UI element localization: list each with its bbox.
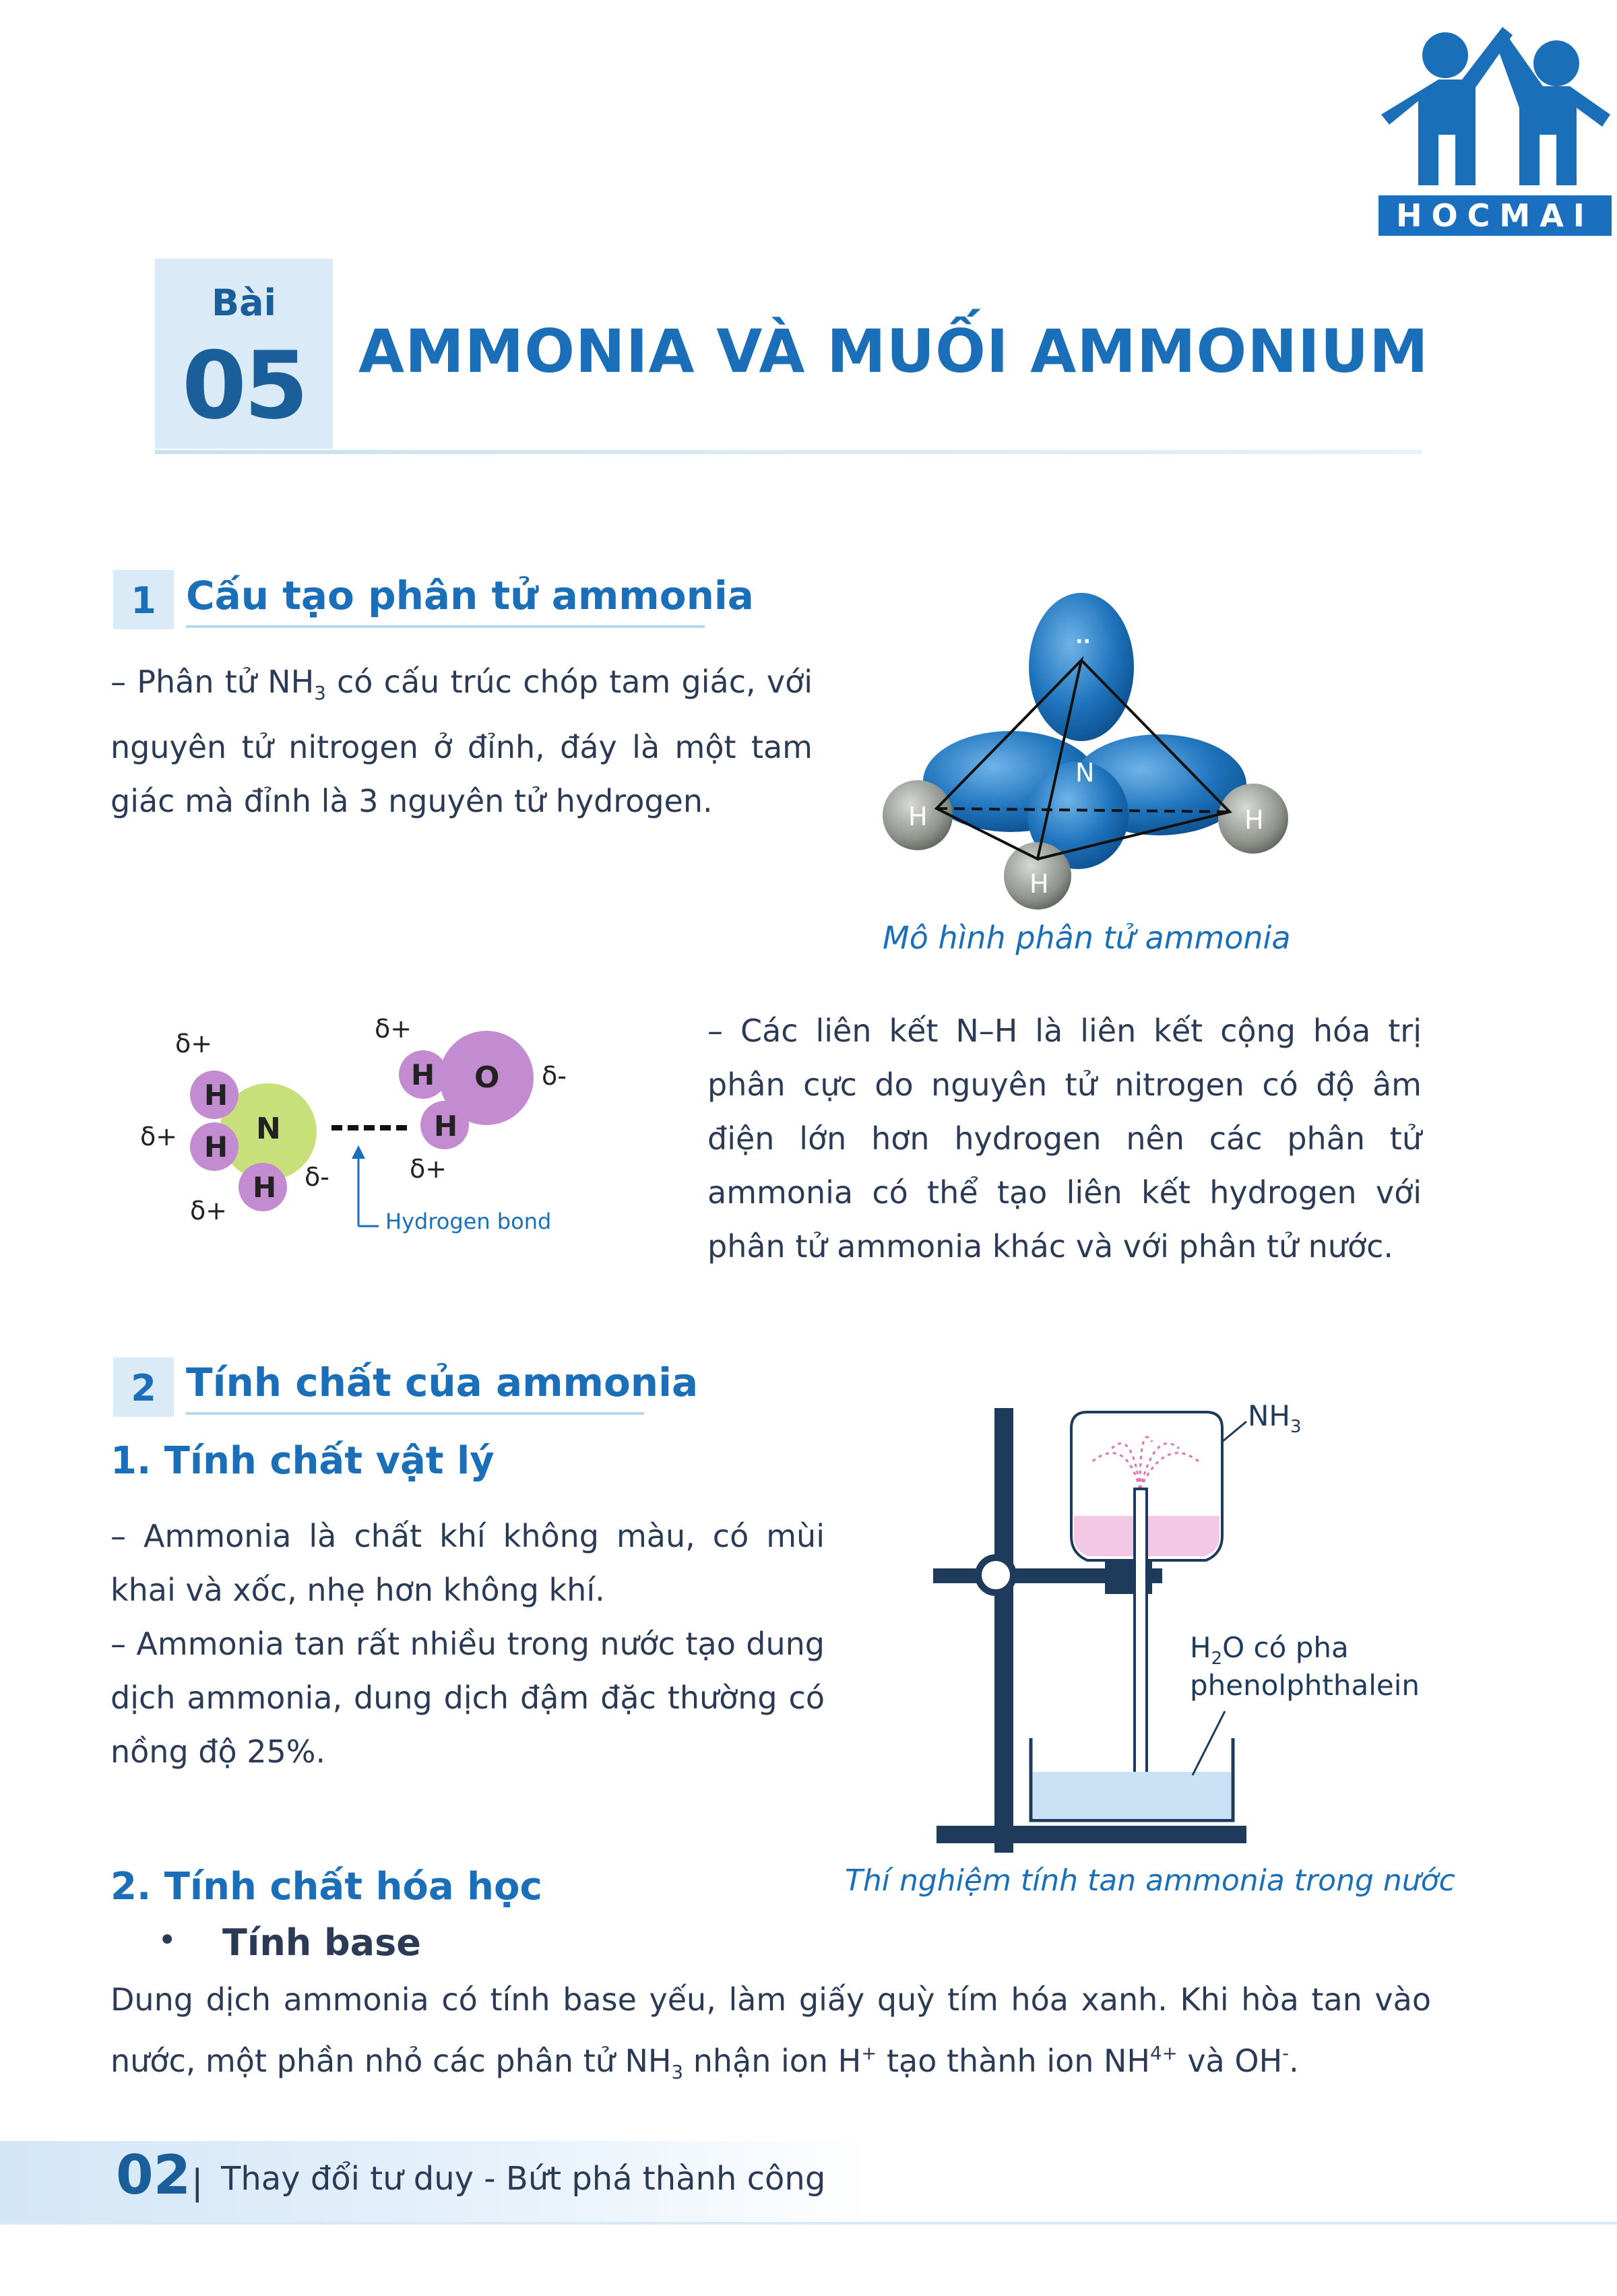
fountain-experiment-diagram xyxy=(923,1395,1435,1853)
svg-text:H: H xyxy=(434,1110,458,1143)
physical-properties-heading: 1. Tính chất vật lý xyxy=(110,1439,495,1483)
section-2-title: Tính chất của ammonia xyxy=(186,1360,699,1405)
logo-text: HOCMAI xyxy=(1378,195,1612,236)
model-h-label-left: H xyxy=(908,802,928,831)
ammonia-molecule-model xyxy=(876,593,1307,916)
model-h-label-bottom: H xyxy=(1029,869,1049,899)
bullet-icon: • xyxy=(158,1921,177,1959)
section-1-paragraph-2: – Các liên kết N–H là liên kết cộng hóa trị phân cực do nguyên tử nitrogen có độ âm điện lớn hơn hydrogen nên các phân tử ammonia có thể tạo liên kết hydrogen với phân tử ammonia khác và với phân tử nước. xyxy=(707,1013,1422,1265)
svg-text:H: H xyxy=(204,1079,228,1112)
section-1-number: 1 xyxy=(113,570,174,629)
physical-paragraph-2: – Ammonia tan rất nhiều trong nước tạo dung dịch ammonia, dung dịch đậm đặc thường có nồng độ 25%. xyxy=(110,1626,825,1770)
hocmai-logo xyxy=(1374,13,1617,243)
footer-slogan: Thay đổi tư duy - Bứt phá thành công xyxy=(221,2160,826,2198)
lesson-number: 05 xyxy=(181,331,307,440)
svg-text:δ-: δ- xyxy=(305,1162,329,1192)
svg-text:H: H xyxy=(411,1058,435,1091)
hydrogen-bond-diagram xyxy=(135,1004,593,1246)
page-number: 02 xyxy=(116,2144,191,2206)
lesson-label: Bài xyxy=(211,282,277,324)
svg-text:δ+: δ+ xyxy=(375,1014,412,1044)
svg-text:δ+: δ+ xyxy=(190,1196,228,1225)
svg-text:δ-: δ- xyxy=(542,1061,567,1091)
svg-text:H2O có pha: $H_2O$ có pha xyxy=(1190,1631,1349,1669)
indicator-label: phenolphthalein xyxy=(1190,1669,1420,1702)
model-n-label: N xyxy=(1075,758,1095,788)
chemical-paragraph: Dung dịch ammonia có tính base yếu, làm giấy quỳ tím hóa xanh. Khi hòa tan vào nước, một phần nhỏ các phân tử $NH_3$ nhận ion H+ tạo thành ion $NH^{4+}$ và OH-. xyxy=(110,1981,1431,2083)
title-divider xyxy=(155,450,1422,454)
chemical-properties-heading: 2. Tính chất hóa học xyxy=(110,1865,542,1909)
lesson-number-box xyxy=(155,259,333,449)
svg-text:δ+: δ+ xyxy=(140,1122,178,1151)
svg-text:NH3: $NH_3$ xyxy=(1248,1399,1302,1437)
section-1-title: Cấu tạo phân tử ammonia xyxy=(186,573,754,618)
svg-text:H: H xyxy=(204,1130,228,1163)
logo-figures-icon xyxy=(1374,13,1617,195)
footer-separator: | xyxy=(191,2163,203,2203)
hydrogen-bond-label: Hydrogen bond xyxy=(385,1209,552,1234)
svg-text:··: ·· xyxy=(1075,630,1091,653)
experiment-caption: Thí nghiệm tính tan ammonia trong nước xyxy=(845,1863,1455,1898)
svg-text:H: H xyxy=(253,1171,277,1204)
svg-text:O: O xyxy=(474,1060,500,1095)
molecule-model-caption: Mô hình phân tử ammonia xyxy=(883,920,1291,956)
nh3-label: NH xyxy=(1248,1399,1290,1432)
section-1-paragraph-1: – Phân tử $NH_3$ có cấu trúc chóp tam giác, với nguyên tử nitrogen ở đỉnh, đáy là một tam giác mà đỉnh là 3 nguyên tử hydrogen. xyxy=(110,664,813,819)
svg-text:δ+: δ+ xyxy=(410,1154,447,1184)
page-title: AMMONIA VÀ MUỐI AMMONIUM xyxy=(358,317,1429,386)
water-label: H xyxy=(1190,1631,1211,1664)
section-2-underline xyxy=(186,1412,644,1415)
footer-divider xyxy=(0,2222,1617,2225)
section-2-number: 2 xyxy=(113,1358,174,1417)
section-1-underline xyxy=(186,625,705,628)
physical-paragraph-1: – Ammonia là chất khí không màu, có mùi khai và xốc, nhẹ hơn không khí. xyxy=(110,1518,825,1608)
base-property-label: Tính base xyxy=(222,1921,421,1964)
model-h-label-right: H xyxy=(1244,805,1264,835)
svg-text:δ+: δ+ xyxy=(175,1029,213,1058)
svg-text:N: N xyxy=(256,1112,281,1146)
